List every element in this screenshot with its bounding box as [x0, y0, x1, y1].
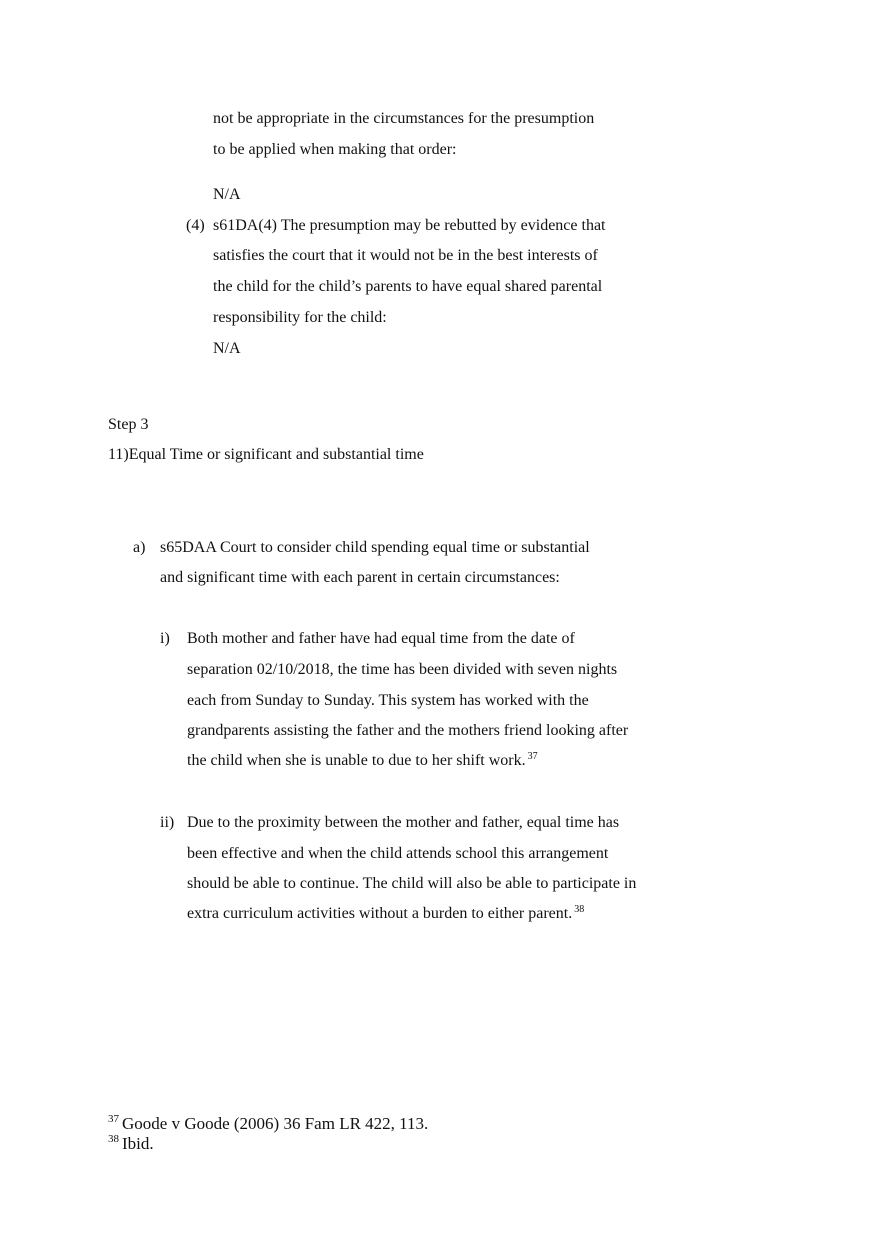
item-4-answer: N/A [213, 340, 241, 357]
item-i-line-4: grandparents assisting the father and the mothers friend looking after [187, 722, 629, 739]
item-i-line-5-text: the child when she is unable to due to her shift work. [187, 752, 526, 769]
item-ii-line-4-text: extra curriculum activities without a burden to either parent. [187, 905, 573, 922]
item-ii-line-1: Due to the proximity between the mother and father, equal time has [187, 814, 620, 831]
footnote-37-text: Goode v Goode (2006) 36 Fam LR 422, 113. [122, 1114, 429, 1133]
intro-answer: N/A [213, 186, 241, 203]
intro-line-1: not be appropriate in the circumstances for the presumption [213, 110, 595, 127]
footnote-38 [108, 1134, 154, 1154]
item-a-marker: a) [133, 539, 146, 556]
item-i-line-2: separation 02/10/2018, the time has been divided with seven nights [187, 661, 618, 678]
footnote-38-number: 38 [108, 1133, 119, 1146]
item-ii-line-4 [187, 904, 584, 924]
footnote-37-number: 37 [108, 1113, 119, 1126]
intro-line-2: to be applied when making that order: [213, 141, 457, 158]
item-i-marker: i) [160, 630, 170, 647]
item-i-line-3: each from Sunday to Sunday. This system has worked with the [187, 692, 589, 709]
item-4-marker: (4) [186, 217, 205, 234]
item-ii-marker: ii) [160, 814, 175, 831]
item-4-line-4: responsibility for the child: [213, 309, 387, 326]
item-ii-line-3: should be able to continue. The child will also be able to participate in [187, 875, 637, 892]
item-ii-line-2: been effective and when the child attends school this arrangement [187, 845, 609, 862]
footnote-ref-38[interactable]: 38 [574, 903, 585, 915]
step-heading: 11)Equal Time or significant and substantial time [108, 446, 424, 463]
footnote-ref-37[interactable]: 37 [527, 750, 538, 762]
step-label: Step 3 [108, 416, 149, 433]
footnote-38-text: Ibid. [122, 1134, 154, 1153]
item-4-line-1: s61DA(4) The presumption may be rebutted by evidence that [213, 217, 606, 234]
footnote-37 [108, 1114, 428, 1134]
item-4-line-2: satisfies the court that it would not be in the best interests of [213, 247, 598, 264]
item-i-line-1: Both mother and father have had equal time from the date of [187, 630, 575, 647]
item-a-line-2: and significant time with each parent in certain circumstances: [160, 569, 560, 586]
item-a-line-1: s65DAA Court to consider child spending equal time or substantial [160, 539, 590, 556]
item-i-line-5 [187, 751, 538, 771]
item-4-line-3: the child for the child’s parents to have equal shared parental [213, 278, 603, 295]
